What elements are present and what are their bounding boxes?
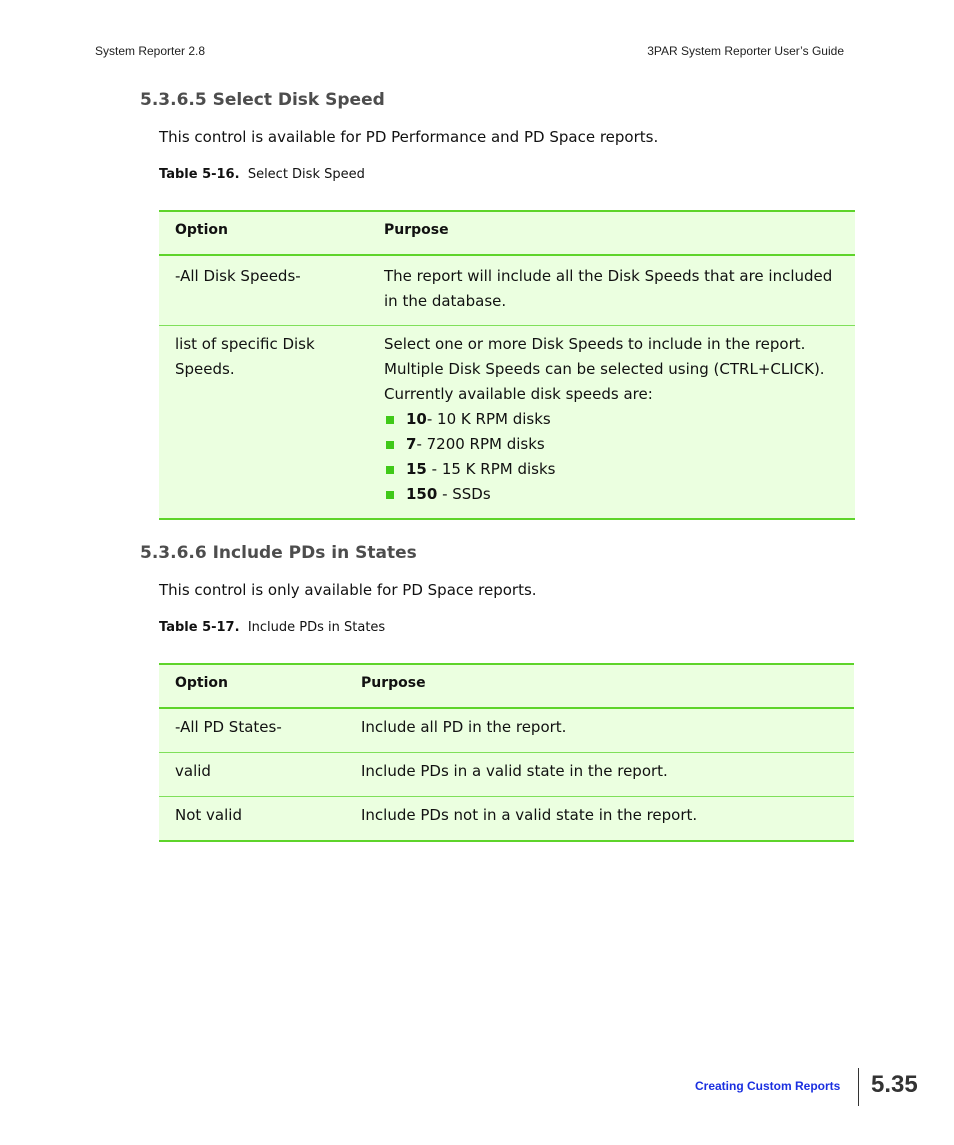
table-row [159, 255, 855, 326]
option-cell: Not valid [159, 797, 345, 842]
list-item [384, 432, 855, 457]
purpose-line: Multiple Disk Speeds can be selected using (CTRL+CLICK). [384, 360, 825, 378]
section-intro-pd-states: This control is only available for PD Space reports. [159, 581, 537, 599]
square-bullet-icon [386, 441, 394, 449]
list-item [384, 482, 855, 507]
purpose-line: Currently available disk speeds are: [384, 385, 653, 403]
purpose-cell: The report will include all the Disk Speeds that are included in the database. [368, 255, 855, 326]
square-bullet-icon [386, 491, 394, 499]
speed-description: - SSDs [437, 485, 491, 503]
table-caption-label: Table 5-17. [159, 620, 240, 635]
table-row [159, 797, 854, 842]
table-row [159, 326, 855, 520]
list-item [384, 457, 855, 482]
purpose-cell: Include PDs not in a valid state in the report. [345, 797, 854, 842]
section-title-pd-states: 5.3.6.6 Include PDs in States [140, 543, 417, 563]
footer-divider [858, 1068, 859, 1106]
speed-value: 150 [406, 485, 438, 503]
running-header-right: 3PAR System Reporter User’s Guide [647, 44, 844, 58]
table-header-row [159, 211, 855, 255]
section-intro-disk-speed: This control is available for PD Performance and PD Space reports. [159, 128, 659, 146]
footer-chapter-link[interactable]: Creating Custom Reports [695, 1079, 841, 1093]
table-header-row [159, 664, 854, 708]
column-header-option: Option [159, 664, 345, 708]
speed-value: 15 [406, 460, 427, 478]
speed-value: 10 [406, 410, 427, 428]
table-row [159, 708, 854, 753]
square-bullet-icon [386, 466, 394, 474]
disk-speed-list [384, 407, 855, 507]
table-caption-5-17 [159, 620, 385, 635]
column-header-purpose: Purpose [368, 211, 855, 255]
column-header-purpose: Purpose [345, 664, 854, 708]
option-cell: valid [159, 753, 345, 797]
option-cell: -All Disk Speeds- [159, 255, 368, 326]
option-cell: list of specific Disk Speeds. [159, 326, 368, 520]
purpose-line: Select one or more Disk Speeds to include in the report. [384, 335, 806, 353]
column-header-option: Option [159, 211, 368, 255]
speed-description: - 10 K RPM disks [426, 410, 551, 428]
table-caption-text: Select Disk Speed [247, 167, 365, 182]
speed-description: - 7200 RPM disks [416, 435, 545, 453]
page-number: 5.35 [871, 1071, 918, 1098]
section-title-disk-speed: 5.3.6.5 Select Disk Speed [140, 90, 385, 110]
purpose-cell [368, 326, 855, 520]
speed-value: 7 [406, 435, 417, 453]
square-bullet-icon [386, 416, 394, 424]
table-caption-label: Table 5-16. [159, 167, 240, 182]
table-caption-text: Include PDs in States [247, 620, 386, 635]
pd-states-table [159, 663, 854, 842]
option-cell: -All PD States- [159, 708, 345, 753]
speed-description: - 15 K RPM disks [426, 460, 556, 478]
running-header-left: System Reporter 2.8 [95, 44, 206, 58]
table-caption-5-16 [159, 167, 365, 182]
purpose-cell: Include PDs in a valid state in the report. [345, 753, 854, 797]
list-item [384, 407, 855, 432]
table-row [159, 753, 854, 797]
purpose-cell: Include all PD in the report. [345, 708, 854, 753]
disk-speed-table [159, 210, 855, 520]
